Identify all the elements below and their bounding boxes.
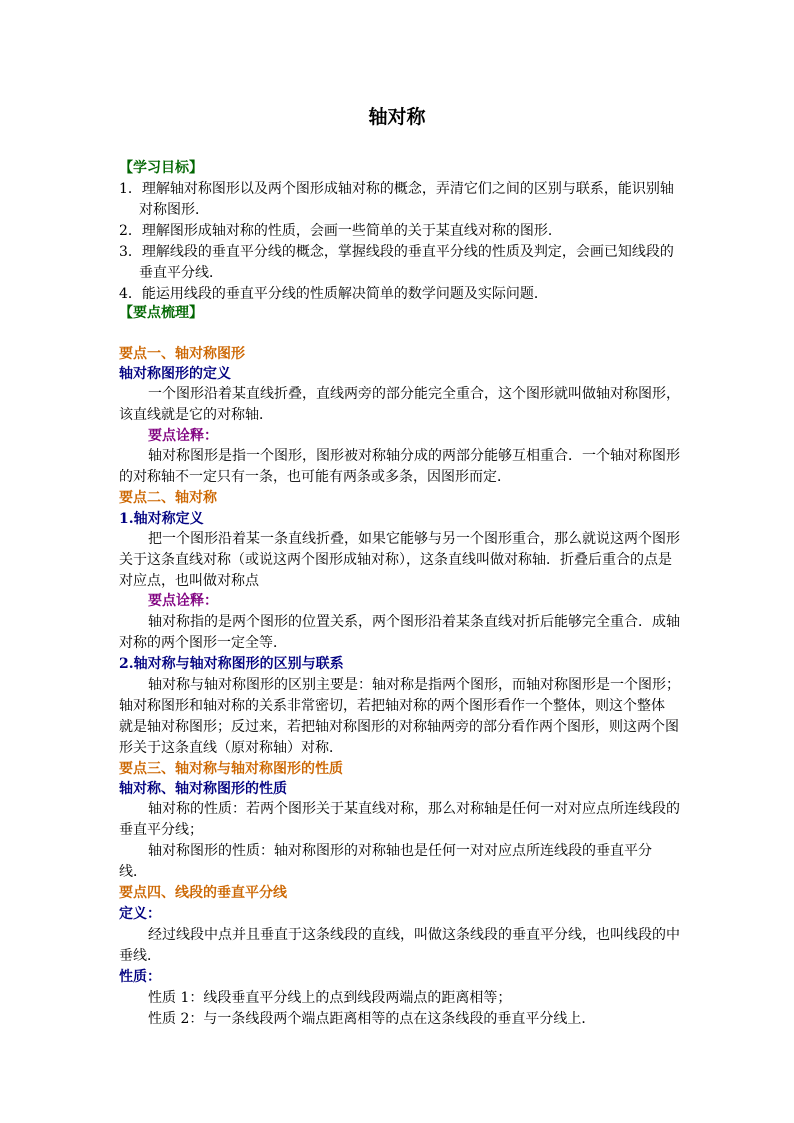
point4-definition: 经过线段中点并且垂直于这条线段的直线，叫做这条线段的垂直平分线，也叫线段的中 xyxy=(148,927,680,943)
point3-heading: 要点三、轴对称与轴对称图形的性质 xyxy=(119,761,343,777)
objective-item: 垂直平分线． xyxy=(139,265,223,281)
point4-property: 性质 2：与一条线段两个端点距离相等的点在这条线段的垂直平分线上． xyxy=(148,1011,596,1027)
point4-property: 性质 1：线段垂直平分线上的点到线段两端点的距离相等； xyxy=(148,990,512,1006)
point2-text: 把一个图形沿着某一条直线折叠，如果它能够与另一个图形重合，那么就说这两个图形 xyxy=(148,531,680,547)
point1-heading: 要点一、轴对称图形 xyxy=(119,346,245,362)
objective-item: 1．理解轴对称图形以及两个图形成轴对称的概念，弄清它们之间的区别与联系，能识别轴 xyxy=(119,181,674,197)
point3-subheading: 轴对称、轴对称图形的性质 xyxy=(119,781,287,797)
point3-property: 轴对称图形的性质：轴对称图形的对称轴也是任何一对对应点所连线段的垂直平分 xyxy=(148,843,652,859)
point1-text: 该直线就是它的对称轴． xyxy=(119,407,273,423)
point1-note: 轴对称图形是指一个图形，图形被对称轴分成的两部分能够互相重合．一个轴对称图形 xyxy=(148,448,680,464)
point3-property: 垂直平分线； xyxy=(119,822,203,838)
objective-item: 3．理解线段的垂直平分线的概念，掌握线段的垂直平分线的性质及判定，会画已知线段的 xyxy=(119,244,674,260)
objectives-heading: 【学习目标】 xyxy=(119,160,203,176)
point2-relation: 轴对称与轴对称图形的区别主要是：轴对称是指两个图形，而轴对称图形是一个图形； xyxy=(148,677,680,693)
point1-note-label: 要点诠释： xyxy=(148,428,218,444)
point3-property: 线． xyxy=(119,864,147,880)
point1-note: 的对称轴不一定只有一条，也可能有两条或多条，因图形而定． xyxy=(119,469,511,485)
page-title: 轴对称 xyxy=(368,106,426,128)
point4-heading: 要点四、线段的垂直平分线 xyxy=(119,885,287,901)
point2-relation: 轴对称图形和轴对称的关系非常密切，若把轴对称的两个图形看作一个整体，则这个整体 xyxy=(119,698,665,714)
point3-property: 轴对称的性质：若两个图形关于某直线对称，那么对称轴是任何一对对应点所连线段的 xyxy=(148,801,680,817)
point2-note-label: 要点诠释： xyxy=(148,593,218,609)
point2-text: 关于这条直线对称（或说这两个图形成轴对称），这条直线叫做对称轴．折叠后重合的点是 xyxy=(119,552,672,568)
objective-item: 4．能运用线段的垂直平分线的性质解决简单的数学问题及实际问题． xyxy=(119,286,548,302)
point2-heading: 要点二、轴对称 xyxy=(119,490,217,506)
objective-item: 2．理解图形成轴对称的性质，会画一些简单的关于某直线对称的图形． xyxy=(119,223,562,239)
point2-relation: 形关于这条直线（原对称轴）对称． xyxy=(119,740,343,756)
point2-note: 对称的两个图形一定全等． xyxy=(119,635,287,651)
objective-item: 对称图形． xyxy=(139,202,209,218)
point2-text: 对应点，也叫做对称点 xyxy=(119,573,259,589)
keypoints-heading: 【要点梳理】 xyxy=(119,305,203,321)
point2-subheading: 2.轴对称与轴对称图形的区别与联系 xyxy=(119,656,344,672)
point1-text: 一个图形沿着某直线折叠，直线两旁的部分能完全重合，这个图形就叫做轴对称图形， xyxy=(148,386,680,402)
point2-subheading: 1.轴对称定义 xyxy=(119,511,204,527)
point4-definition-label: 定义： xyxy=(119,906,161,922)
point4-definition: 垂线． xyxy=(119,948,161,964)
point1-subheading: 轴对称图形的定义 xyxy=(119,366,231,382)
point2-relation: 就是轴对称图形；反过来，若把轴对称图形的对称轴两旁的部分看作两个图形，则这两个图 xyxy=(119,719,679,735)
point2-note: 轴对称指的是两个图形的位置关系，两个图形沿着某条直线对折后能够完全重合．成轴 xyxy=(148,614,680,630)
point4-property-label: 性质： xyxy=(119,969,161,985)
